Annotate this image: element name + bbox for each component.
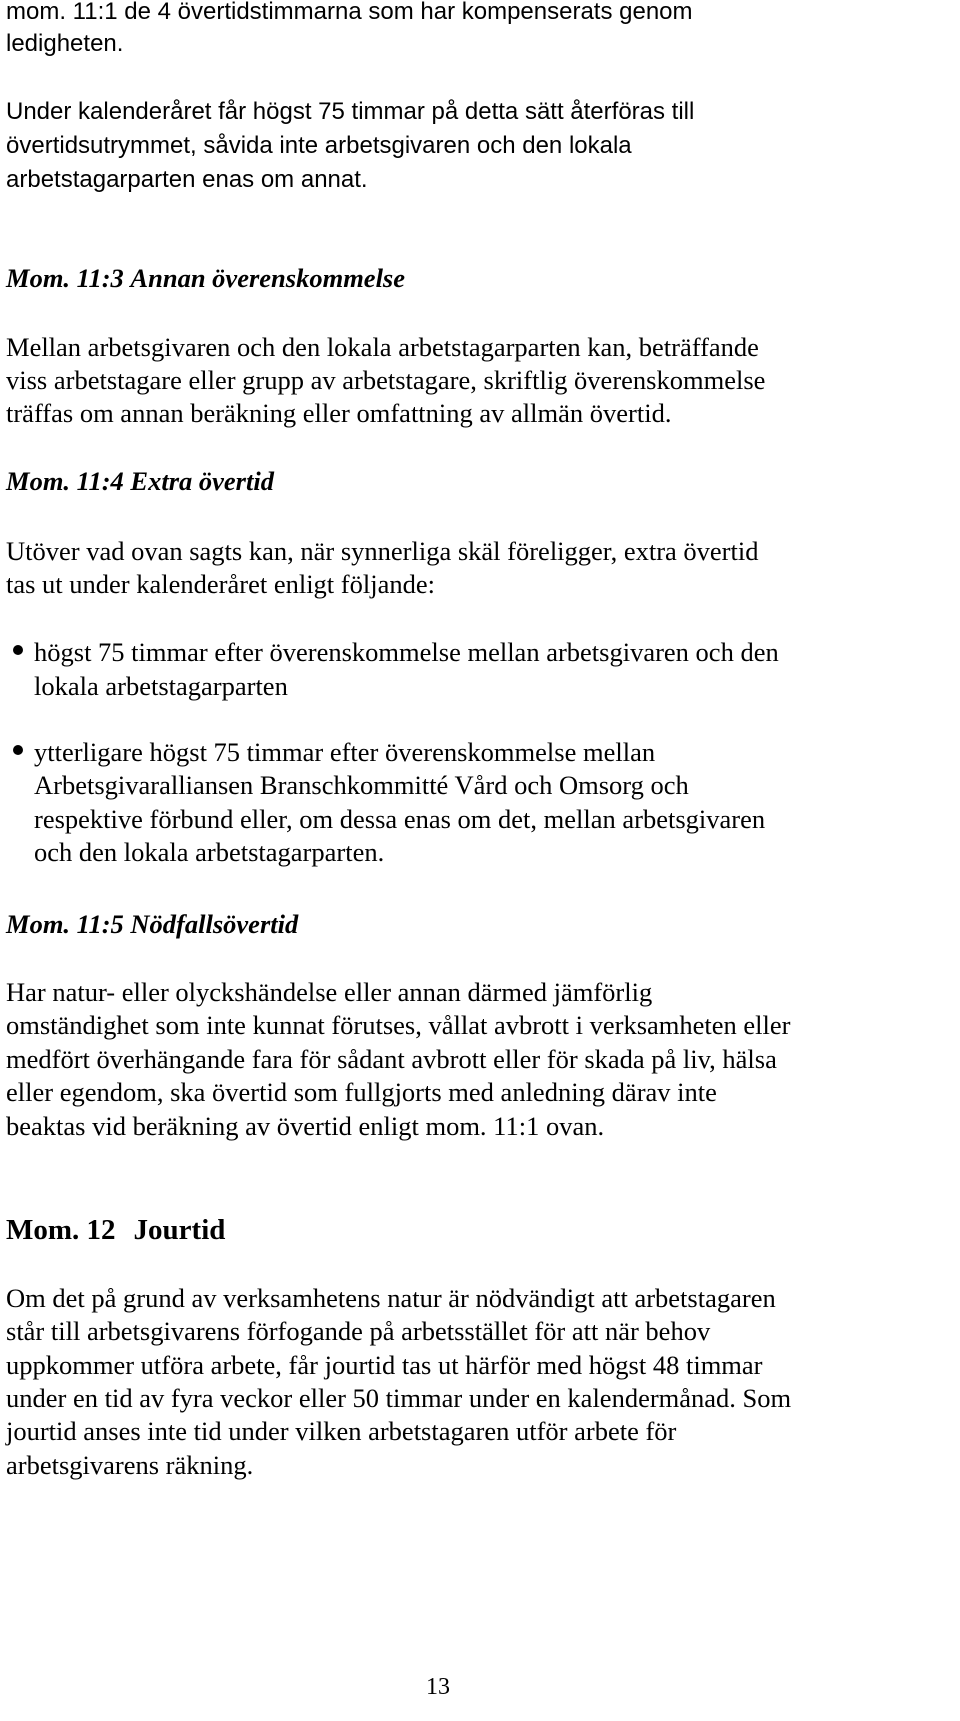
s12-line-3: uppkommer utföra arbete, får jourtid tas ut härför med högst 48 timmar	[6, 1350, 763, 1380]
s115-line-5: beaktas vid beräkning av övertid enligt mom. 11:1 ovan.	[6, 1111, 605, 1141]
s114-line-1: Utöver vad ovan sagts kan, när synnerliga skäl föreligger, extra övertid	[6, 536, 759, 566]
s113-line-3: träffas om annan beräkning eller omfattning av allmän övertid.	[6, 398, 672, 428]
bullet-2-line-2: Arbetsgivaralliansen Branschkommitté Vård och Omsorg och	[34, 770, 689, 800]
intro-line-1: mom. 11:1 de 4 övertidstimmarna som har kompenserats genom	[6, 0, 693, 25]
heading-12-title: Jourtid	[133, 1214, 226, 1246]
return-line-3: arbetstagarparten enas om annat.	[6, 166, 368, 193]
heading-11-5-title: Nödfallsövertid	[130, 909, 299, 939]
s115-line-4: eller egendom, ska övertid som fullgjorts med anledning därav inte	[6, 1077, 717, 1107]
bullet-2-line-4: och den lokala arbetstagarparten.	[34, 837, 385, 867]
bullet-icon	[13, 745, 23, 755]
heading-11-5-number: Mom. 11:5	[6, 909, 124, 939]
bullet-2-line-1: ytterligare högst 75 timmar efter överenskommelse mellan	[34, 737, 656, 767]
s115-line-3: medfört överhängande fara för sådant avbrott eller för skada på liv, hälsa	[6, 1044, 777, 1074]
bullet-icon	[13, 645, 23, 655]
s114-line-2: tas ut under kalenderåret enligt följande:	[6, 569, 435, 599]
intro-line-2: ledigheten.	[6, 30, 124, 57]
bullet-1-line-1: högst 75 timmar efter överenskommelse mellan arbetsgivaren och den	[34, 637, 779, 667]
return-line-1: Under kalenderåret får högst 75 timmar på detta sätt återföras till	[6, 98, 695, 125]
heading-11-4-number: Mom. 11:4	[6, 466, 124, 496]
s12-line-2: står till arbetsgivarens förfogande på arbetsstället för att när behov	[6, 1316, 711, 1346]
s113-line-2: viss arbetstagare eller grupp av arbetstagare, skriftlig överenskommelse	[6, 365, 766, 395]
s12-line-6: arbetsgivarens räkning.	[6, 1450, 254, 1480]
s115-line-1: Har natur- eller olyckshändelse eller annan därmed jämförlig	[6, 977, 653, 1007]
bullet-2-line-3: respektive förbund eller, om dessa enas om det, mellan arbetsgivaren	[34, 804, 766, 834]
heading-12	[6, 1213, 225, 1247]
heading-11-5	[6, 908, 298, 940]
heading-11-4-title: Extra övertid	[130, 466, 274, 496]
heading-11-3-number: Mom. 11:3	[6, 263, 124, 293]
s115-line-2: omständighet som inte kunnat förutses, vållat avbrott i verksamheten eller	[6, 1010, 791, 1040]
s12-line-5: jourtid anses inte tid under vilken arbetstagaren utför arbete för	[6, 1416, 677, 1446]
heading-11-3-title: Annan överenskommelse	[130, 263, 406, 293]
bullet-1-line-2: lokala arbetstagarparten	[34, 671, 288, 701]
heading-11-4	[6, 465, 274, 497]
s12-line-1: Om det på grund av verksamhetens natur är nödvändigt att arbetstagaren	[6, 1283, 776, 1313]
s12-line-4: under en tid av fyra veckor eller 50 timmar under en kalendermånad. Som	[6, 1383, 792, 1413]
s113-line-1: Mellan arbetsgivaren och den lokala arbetstagarparten kan, beträffande	[6, 332, 759, 362]
return-line-2: övertidsutrymmet, såvida inte arbetsgivaren och den lokala	[6, 132, 632, 159]
page-number: 13	[426, 1674, 450, 1700]
heading-12-number: Mom. 12	[6, 1214, 116, 1246]
heading-11-3	[6, 262, 405, 294]
